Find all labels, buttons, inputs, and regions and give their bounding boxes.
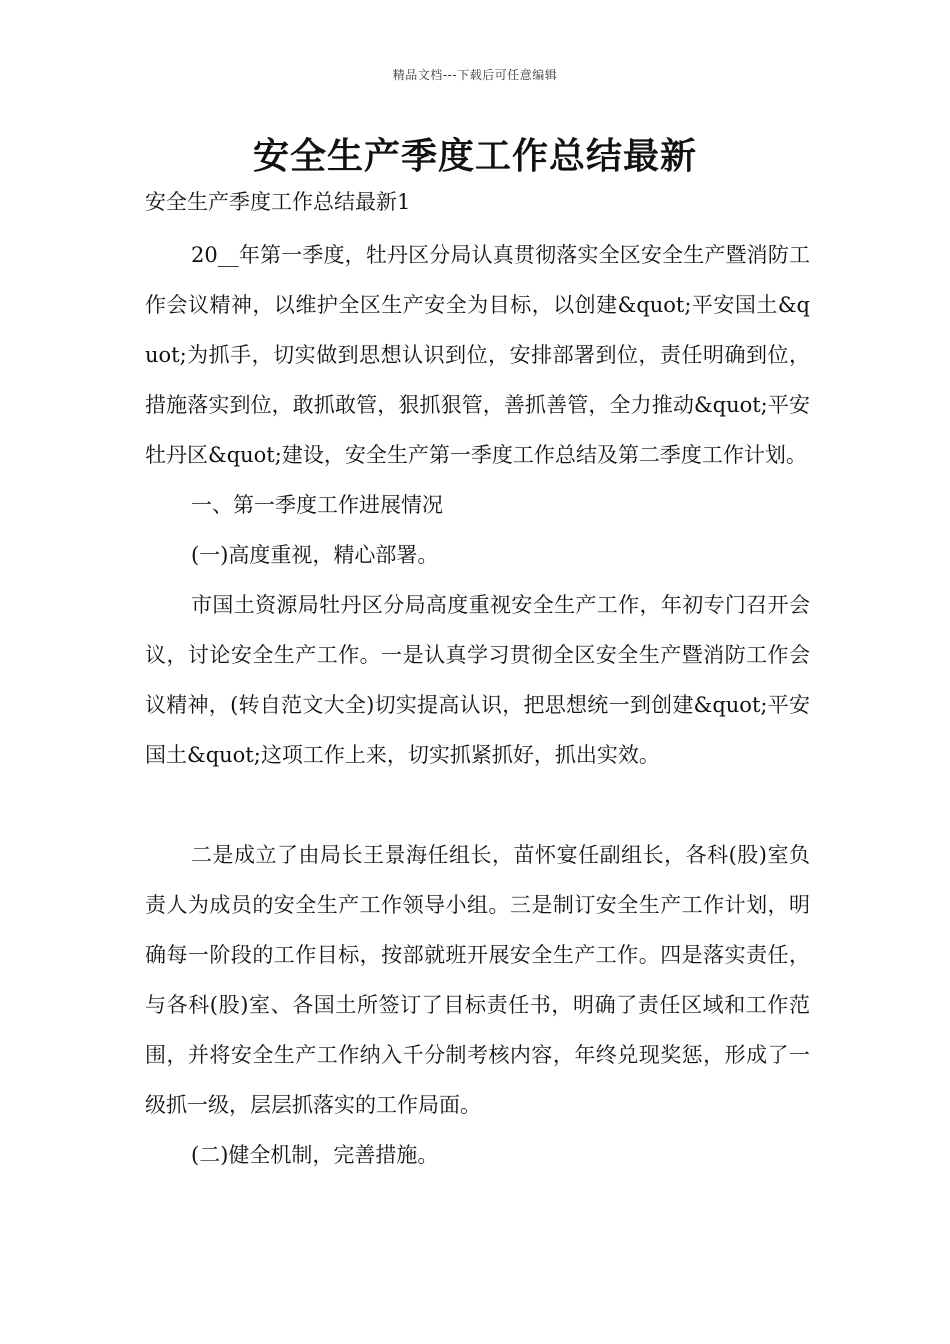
document-body <box>145 230 810 1180</box>
paragraph: 二是成立了由局长王景海任组长，苗怀宴任副组长，各科(股)室负责人为成员的安全生产工作领导小组。三是制订安全生产工作计划，明确每一阶段的工作目标，按部就班开展安全生产工作。四是落实责任，与各科(股)室、各国土所签订了目标责任书，明确了责任区域和工作范围，并将安全生产工作纳入千分制考核内容，年终兑现奖惩，形成了一级抓一级，层层抓落实的工作局面。 <box>145 843 810 1117</box>
section-heading: 一、第一季度工作进展情况 <box>191 493 443 517</box>
paragraph: 市国土资源局牡丹区分局高度重视安全生产工作，年初专门召开会议，讨论安全生产工作。一是认真学习贯彻全区安全生产暨消防工作会议精神，(转自范文大全)切实提高认识，把思想统一到创建&quot;平安国土&quot;这项工作上来，切实抓紧抓好，抓出实效。 <box>145 593 810 767</box>
paragraph: 20__年第一季度，牡丹区分局认真贯彻落实全区安全生产暨消防工作会议精神，以维护全区生产安全为目标，以创建&quot;平安国土&quot;为抓手，切实做到思想认识到位，安排部署到位，责任明确到位，措施落实到位，敢抓敢管，狠抓狠管，善抓善管，全力推动&quot;平安牡丹区&quot;建设，安全生产第一季度工作总结及第二季度工作计划。 <box>145 243 810 467</box>
subsection-heading: (一)高度重视，精心部署。 <box>191 543 439 567</box>
document-subtitle: 安全生产季度工作总结最新1 <box>145 190 411 214</box>
subsection-heading: (二)健全机制，完善措施。 <box>191 1143 439 1167</box>
document-title: 安全生产季度工作总结最新 <box>252 136 697 177</box>
paragraph-gap <box>145 780 810 830</box>
header-note: 精品文档---下载后可任意编辑 <box>392 68 558 82</box>
